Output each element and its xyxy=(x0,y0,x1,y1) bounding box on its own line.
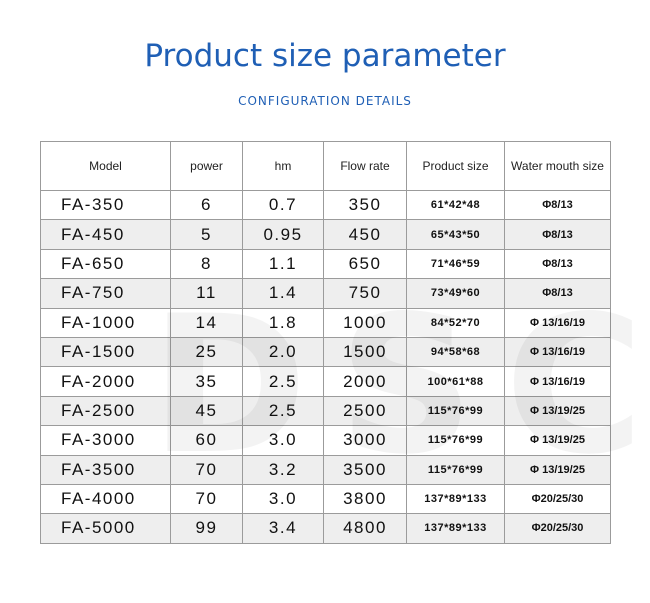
table-row xyxy=(41,455,611,484)
cell-model: FA-2500 xyxy=(41,396,171,425)
cell-power: 45 xyxy=(171,396,243,425)
cell-water-mouth-size: Φ 13/19/25 xyxy=(505,396,611,425)
cell-water-mouth-size: Φ 13/19/25 xyxy=(505,455,611,484)
column-header-water-mouth-size: Water mouth size xyxy=(505,142,611,191)
cell-hm: 3.0 xyxy=(243,426,324,455)
cell-hm: 1.4 xyxy=(243,279,324,308)
table-row xyxy=(41,249,611,278)
table-row xyxy=(41,308,611,337)
parameter-table xyxy=(40,141,611,544)
cell-power: 11 xyxy=(171,279,243,308)
table-row xyxy=(41,279,611,308)
cell-model: FA-750 xyxy=(41,279,171,308)
cell-flow-rate: 750 xyxy=(324,279,407,308)
cell-model: FA-350 xyxy=(41,191,171,220)
cell-water-mouth-size: Φ8/13 xyxy=(505,249,611,278)
cell-product-size: 115*76*99 xyxy=(407,396,505,425)
cell-product-size: 65*43*50 xyxy=(407,220,505,249)
cell-flow-rate: 1000 xyxy=(324,308,407,337)
cell-product-size: 115*76*99 xyxy=(407,426,505,455)
table-row xyxy=(41,191,611,220)
cell-water-mouth-size: Φ 13/19/25 xyxy=(505,426,611,455)
cell-hm: 0.7 xyxy=(243,191,324,220)
cell-flow-rate: 350 xyxy=(324,191,407,220)
cell-hm: 3.0 xyxy=(243,484,324,513)
cell-model: FA-5000 xyxy=(41,514,171,543)
cell-power: 60 xyxy=(171,426,243,455)
cell-power: 14 xyxy=(171,308,243,337)
cell-power: 6 xyxy=(171,191,243,220)
cell-product-size: 100*61*88 xyxy=(407,367,505,396)
cell-product-size: 73*49*60 xyxy=(407,279,505,308)
table-row xyxy=(41,367,611,396)
cell-power: 70 xyxy=(171,455,243,484)
cell-power: 8 xyxy=(171,249,243,278)
cell-flow-rate: 3500 xyxy=(324,455,407,484)
cell-power: 99 xyxy=(171,514,243,543)
page-subtitle: CONFIGURATION DETAILS xyxy=(238,94,412,108)
column-header-power: power xyxy=(171,142,243,191)
table-row xyxy=(41,484,611,513)
cell-power: 35 xyxy=(171,367,243,396)
table-row xyxy=(41,396,611,425)
cell-product-size: 137*89*133 xyxy=(407,484,505,513)
cell-flow-rate: 1500 xyxy=(324,337,407,366)
table-row xyxy=(41,220,611,249)
page-title: Product size parameter xyxy=(144,38,506,74)
cell-power: 5 xyxy=(171,220,243,249)
cell-water-mouth-size: Φ20/25/30 xyxy=(505,514,611,543)
cell-hm: 3.4 xyxy=(243,514,324,543)
cell-model: FA-2000 xyxy=(41,367,171,396)
cell-hm: 2.0 xyxy=(243,337,324,366)
cell-flow-rate: 2500 xyxy=(324,396,407,425)
cell-product-size: 84*52*70 xyxy=(407,308,505,337)
column-header-model: Model xyxy=(41,142,171,191)
cell-model: FA-3000 xyxy=(41,426,171,455)
cell-water-mouth-size: Φ8/13 xyxy=(505,191,611,220)
cell-water-mouth-size: Φ 13/16/19 xyxy=(505,337,611,366)
cell-flow-rate: 450 xyxy=(324,220,407,249)
cell-model: FA-450 xyxy=(41,220,171,249)
table-row xyxy=(41,514,611,543)
cell-product-size: 137*89*133 xyxy=(407,514,505,543)
cell-hm: 2.5 xyxy=(243,367,324,396)
cell-product-size: 115*76*99 xyxy=(407,455,505,484)
cell-water-mouth-size: Φ8/13 xyxy=(505,279,611,308)
column-header-product-size: Product size xyxy=(407,142,505,191)
cell-hm: 1.1 xyxy=(243,249,324,278)
table-header-row xyxy=(41,142,611,191)
cell-model: FA-1000 xyxy=(41,308,171,337)
cell-water-mouth-size: Φ20/25/30 xyxy=(505,484,611,513)
cell-model: FA-4000 xyxy=(41,484,171,513)
cell-hm: 0.95 xyxy=(243,220,324,249)
cell-water-mouth-size: Φ 13/16/19 xyxy=(505,367,611,396)
cell-model: FA-1500 xyxy=(41,337,171,366)
cell-product-size: 61*42*48 xyxy=(407,191,505,220)
table-row xyxy=(41,426,611,455)
table-row xyxy=(41,337,611,366)
cell-hm: 2.5 xyxy=(243,396,324,425)
cell-model: FA-3500 xyxy=(41,455,171,484)
cell-water-mouth-size: Φ8/13 xyxy=(505,220,611,249)
cell-product-size: 71*46*59 xyxy=(407,249,505,278)
column-header-flow-rate: Flow rate xyxy=(324,142,407,191)
cell-flow-rate: 4800 xyxy=(324,514,407,543)
cell-hm: 3.2 xyxy=(243,455,324,484)
cell-product-size: 94*58*68 xyxy=(407,337,505,366)
cell-flow-rate: 650 xyxy=(324,249,407,278)
cell-flow-rate: 3000 xyxy=(324,426,407,455)
cell-hm: 1.8 xyxy=(243,308,324,337)
cell-water-mouth-size: Φ 13/16/19 xyxy=(505,308,611,337)
column-header-hm: hm xyxy=(243,142,324,191)
cell-model: FA-650 xyxy=(41,249,171,278)
cell-power: 25 xyxy=(171,337,243,366)
cell-flow-rate: 2000 xyxy=(324,367,407,396)
cell-flow-rate: 3800 xyxy=(324,484,407,513)
cell-power: 70 xyxy=(171,484,243,513)
